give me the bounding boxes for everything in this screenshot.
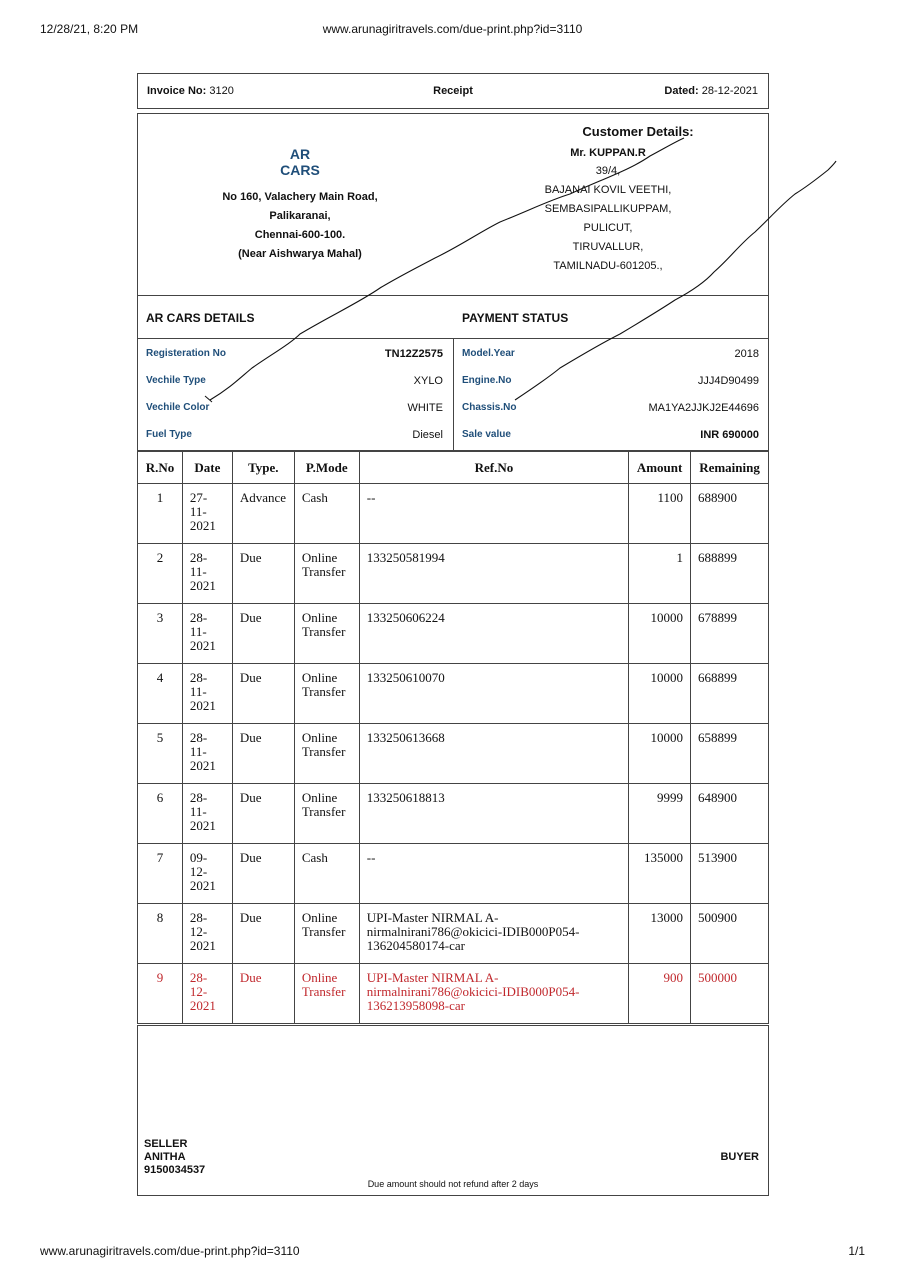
cell-pmode: Online Transfer xyxy=(294,544,359,604)
cell-remaining: 513900 xyxy=(691,844,769,904)
header-remaining: Remaining xyxy=(691,452,769,484)
cell-remaining: 648900 xyxy=(691,784,769,844)
seller-block: SELLER ANITHA 9150034537 xyxy=(144,1138,206,1176)
cell-refno: 133250581994 xyxy=(359,544,628,604)
print-timestamp: 12/28/21, 8:20 PM xyxy=(40,22,139,36)
table-row xyxy=(138,604,769,664)
print-url: www.arunagiritravels.com/due-print.php?id=3110 xyxy=(322,22,583,36)
print-header xyxy=(40,22,865,38)
cell-pmode: Online Transfer xyxy=(294,964,359,1024)
cell-date: 28- 12- 2021 xyxy=(182,904,232,964)
invoice-date: Dated: 28-12-2021 xyxy=(664,85,758,97)
header-amount: Amount xyxy=(629,452,691,484)
customer-name: Mr. KUPPAN.R xyxy=(570,147,646,159)
cell-date: 28- 11- 2021 xyxy=(182,724,232,784)
customer-block xyxy=(518,124,698,276)
cell-type: Due xyxy=(232,964,294,1024)
detail-fuel-type: Fuel Type Diesel xyxy=(146,429,443,441)
header-type: Type. xyxy=(232,452,294,484)
cell-rno: 9 xyxy=(138,964,183,1024)
cell-rno: 1 xyxy=(138,484,183,544)
refund-note: Due amount should not refund after 2 days xyxy=(367,1179,539,1189)
cell-refno: -- xyxy=(359,484,628,544)
table-row xyxy=(138,844,769,904)
table-row xyxy=(138,484,769,544)
cell-rno: 8 xyxy=(138,904,183,964)
cell-date: 27- 11- 2021 xyxy=(182,484,232,544)
cell-pmode: Cash xyxy=(294,844,359,904)
cell-amount: 10000 xyxy=(629,604,691,664)
buyer-label: BUYER xyxy=(720,1151,759,1163)
header-refno: Ref.No xyxy=(359,452,628,484)
cell-refno: UPI-Master NIRMAL A- nirmalnirani786@okicici-IDIB000P054- 136204580174-car xyxy=(359,904,628,964)
cell-rno: 5 xyxy=(138,724,183,784)
cell-amount: 10000 xyxy=(629,724,691,784)
cell-type: Due xyxy=(232,724,294,784)
table-row xyxy=(138,964,769,1024)
payment-status-heading: PAYMENT STATUS xyxy=(462,311,569,325)
payments-table xyxy=(137,451,769,1024)
cell-rno: 3 xyxy=(138,604,183,664)
detail-engine-no: Engine.No JJJ4D90499 xyxy=(462,375,759,387)
table-row xyxy=(138,544,769,604)
company-address: No 160, Valachery Main Road, Palikaranai, Chennai-600-100. (Near Aishwarya Mahal) xyxy=(222,191,378,260)
detail-chassis-no: Chassis.No MA1YA2JJKJ2E44696 xyxy=(462,402,759,414)
header-date: Date xyxy=(182,452,232,484)
cell-refno: UPI-Master NIRMAL A- nirmalnirani786@okicici-IDIB000P054- 136213958098-car xyxy=(359,964,628,1024)
details-panel xyxy=(137,113,769,451)
table-row xyxy=(138,724,769,784)
signature-box xyxy=(137,1025,769,1196)
cell-remaining: 668899 xyxy=(691,664,769,724)
cell-remaining: 500900 xyxy=(691,904,769,964)
customer-title: Customer Details: xyxy=(582,124,694,139)
cell-refno: 133250610070 xyxy=(359,664,628,724)
footer-url: www.arunagiritravels.com/due-print.php?id=3110 xyxy=(40,1244,300,1258)
cell-type: Advance xyxy=(232,484,294,544)
seller-name: ANITHA xyxy=(144,1151,186,1163)
cell-amount: 1 xyxy=(629,544,691,604)
cell-date: 28- 11- 2021 xyxy=(182,544,232,604)
cell-pmode: Online Transfer xyxy=(294,604,359,664)
cell-pmode: Online Transfer xyxy=(294,784,359,844)
cell-date: 28- 11- 2021 xyxy=(182,664,232,724)
cell-amount: 900 xyxy=(629,964,691,1024)
cell-type: Due xyxy=(232,544,294,604)
detail-vehicle-color: Vechile Color WHITE xyxy=(146,402,443,414)
vehicle-details xyxy=(138,339,768,451)
print-footer xyxy=(40,1244,865,1260)
table-header-row xyxy=(138,452,769,484)
detail-vehicle-type: Vechile Type XYLO xyxy=(146,375,443,387)
section-headings xyxy=(138,295,768,339)
seller-phone: 9150034537 xyxy=(144,1164,206,1176)
detail-registration: Registeration No TN12Z2575 xyxy=(146,348,443,360)
cell-type: Due xyxy=(232,904,294,964)
cell-pmode: Cash xyxy=(294,484,359,544)
cell-rno: 2 xyxy=(138,544,183,604)
cell-refno: 133250618813 xyxy=(359,784,628,844)
cell-remaining: 500000 xyxy=(691,964,769,1024)
header-pmode: P.Mode xyxy=(294,452,359,484)
cell-type: Due xyxy=(232,664,294,724)
cell-rno: 4 xyxy=(138,664,183,724)
cell-refno: 133250613668 xyxy=(359,724,628,784)
cell-remaining: 688900 xyxy=(691,484,769,544)
cell-rno: 7 xyxy=(138,844,183,904)
cell-type: Due xyxy=(232,784,294,844)
table-row xyxy=(138,664,769,724)
header-rno: R.No xyxy=(138,452,183,484)
details-heading: AR CARS DETAILS xyxy=(146,311,255,325)
cell-pmode: Online Transfer xyxy=(294,904,359,964)
company-name: AR CARS xyxy=(280,146,320,178)
cell-date: 28- 12- 2021 xyxy=(182,964,232,1024)
detail-sale-value: Sale value INR 690000 xyxy=(462,429,759,441)
cell-remaining: 688899 xyxy=(691,544,769,604)
cell-remaining: 678899 xyxy=(691,604,769,664)
cell-refno: -- xyxy=(359,844,628,904)
cell-amount: 1100 xyxy=(629,484,691,544)
customer-address: 39/4, BAJANAI KOVIL VEETHI, SEMBASIPALLIKUPPAM, PULICUT, TIRUVALLUR, TAMILNADU-601205., xyxy=(544,165,672,272)
cell-amount: 10000 xyxy=(629,664,691,724)
cell-rno: 6 xyxy=(138,784,183,844)
company-block xyxy=(178,146,422,264)
cell-pmode: Online Transfer xyxy=(294,664,359,724)
cell-pmode: Online Transfer xyxy=(294,724,359,784)
table-row xyxy=(138,904,769,964)
receipt-title: Receipt xyxy=(433,85,473,97)
cell-type: Due xyxy=(232,604,294,664)
detail-model-year: Model.Year 2018 xyxy=(462,348,759,360)
cell-date: 28- 11- 2021 xyxy=(182,604,232,664)
cell-date: 09- 12- 2021 xyxy=(182,844,232,904)
invoice-bar xyxy=(137,73,769,109)
table-row xyxy=(138,784,769,844)
cell-refno: 133250606224 xyxy=(359,604,628,664)
cell-remaining: 658899 xyxy=(691,724,769,784)
cell-amount: 13000 xyxy=(629,904,691,964)
cell-date: 28- 11- 2021 xyxy=(182,784,232,844)
cell-amount: 135000 xyxy=(629,844,691,904)
cell-amount: 9999 xyxy=(629,784,691,844)
page-number: 1/1 xyxy=(848,1244,865,1258)
cell-type: Due xyxy=(232,844,294,904)
invoice-number: Invoice No: 3120 xyxy=(147,85,234,97)
